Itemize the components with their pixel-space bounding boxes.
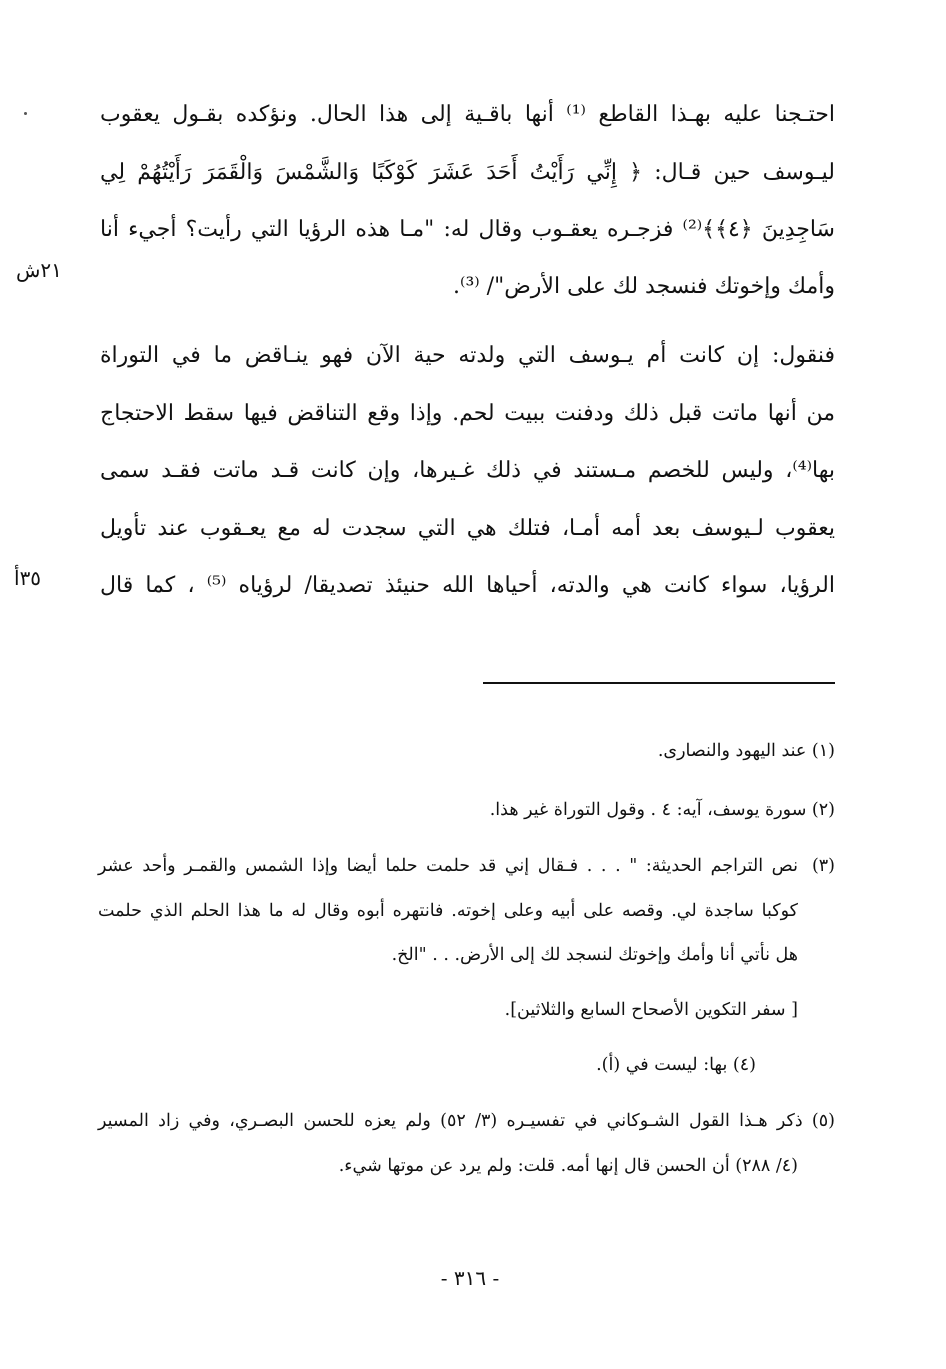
margin-note-folio-35: ٣٥أ <box>14 566 42 590</box>
main-text-line-7: بها⁽⁴⁾، وليس للخصم مـستند في ذلك غـيرها، وإن كانت قـد ماتت فقـد سمى <box>100 458 835 483</box>
footnote-3-number: (٣) <box>811 856 835 876</box>
margin-note-folio-21: ٢١ش <box>16 258 62 282</box>
main-text-line-3: سَاجِدِينَ ﴿٤﴾﴾⁽²⁾ فزجـره يعقـوب وقال له: "مـا هذه الرؤيا التي رأيت؟ أجيء أنا <box>100 217 835 242</box>
footnote-3-line-3: هل نأتي أنا وأمك وإخوتك لنسجد لك إلى الأرض. . . "الخ. <box>391 945 798 965</box>
main-text-line-9: الرؤيا، سواء كانت هي والدته، أحياها الله حنيئذ تصديقا/ لرؤياه ⁽⁵⁾ ، كما قال <box>100 573 835 598</box>
footnote-4: (٤) بها: ليست في (أ). <box>596 1055 756 1075</box>
footnote-2: (٢) سورة يوسف، آيه: ٤ . وقول التوراة غير هذا. <box>489 800 835 820</box>
main-text-line-1: احتـجنا عليه بهـذا القاطع ⁽¹⁾ أنها باقـية إلى هذا الحال. ونؤكده بقـول يعقوب <box>100 102 835 127</box>
main-text-line-8: يعقوب لـيوسف بعد أمه أمـا، فتلك هي التي سجدت له مع يعـقوب عند تأويل <box>100 516 835 541</box>
main-text-line-2: ليـوسف حين قـال: ﴿ إِنِّي رَأَيْتُ أَحَدَ عَشَرَ كَوْكَبًا وَالشَّمْسَ وَالْقَمَرَ رَأَيْتُهُمْ لِي <box>100 160 835 185</box>
main-text-line-5: فنقول: إن كانت أم يـوسف التي ولدته حية الآن فهو ينـاقض ما في التوراة <box>100 343 835 368</box>
footnote-3-line-2: كوكبا ساجدة لي. وقصه على أبيه وعلى إخوته. فانتهره أبوه وقال له ما هذا الحلم الذي حلمت <box>98 901 798 921</box>
footnote-1: (١) عند اليهود والنصارى. <box>657 741 835 761</box>
footnote-separator <box>483 682 835 684</box>
main-text-line-4: وأمك وإخوتك فنسجد لك على الأرض"/ ⁽³⁾. <box>453 274 835 299</box>
main-text-line-6: من أنها ماتت قبل ذلك ودفنت ببيت لحم. وإذا وقع التناقض فيها سقط الاحتجاج <box>100 401 835 426</box>
footnote-3-line-1: نص التراجم الحديثة: " . . . فـقال إني قد حلمت حلما أيضا وإذا الشمس والقمـر وأحد عشر <box>98 856 798 876</box>
page-number: - ٣١٦ - <box>440 1266 500 1290</box>
footnote-3-source: [ سفر التكوين الأصحاح السابع والثلاثين]. <box>504 1000 798 1020</box>
footnote-5-line-1: (٥) ذكر هـذا القول الشـوكاني في تفسيـره (٣/ ٥٢) ولم يعزه للحسن البصـري، وفي زاد المسير <box>98 1111 835 1131</box>
margin-dot <box>24 112 27 115</box>
footnote-5-line-2: (٤/ ٢٨٨) أن الحسن قال إنها أمه. قلت: ولم يرد عن موتها شيء. <box>338 1156 798 1176</box>
